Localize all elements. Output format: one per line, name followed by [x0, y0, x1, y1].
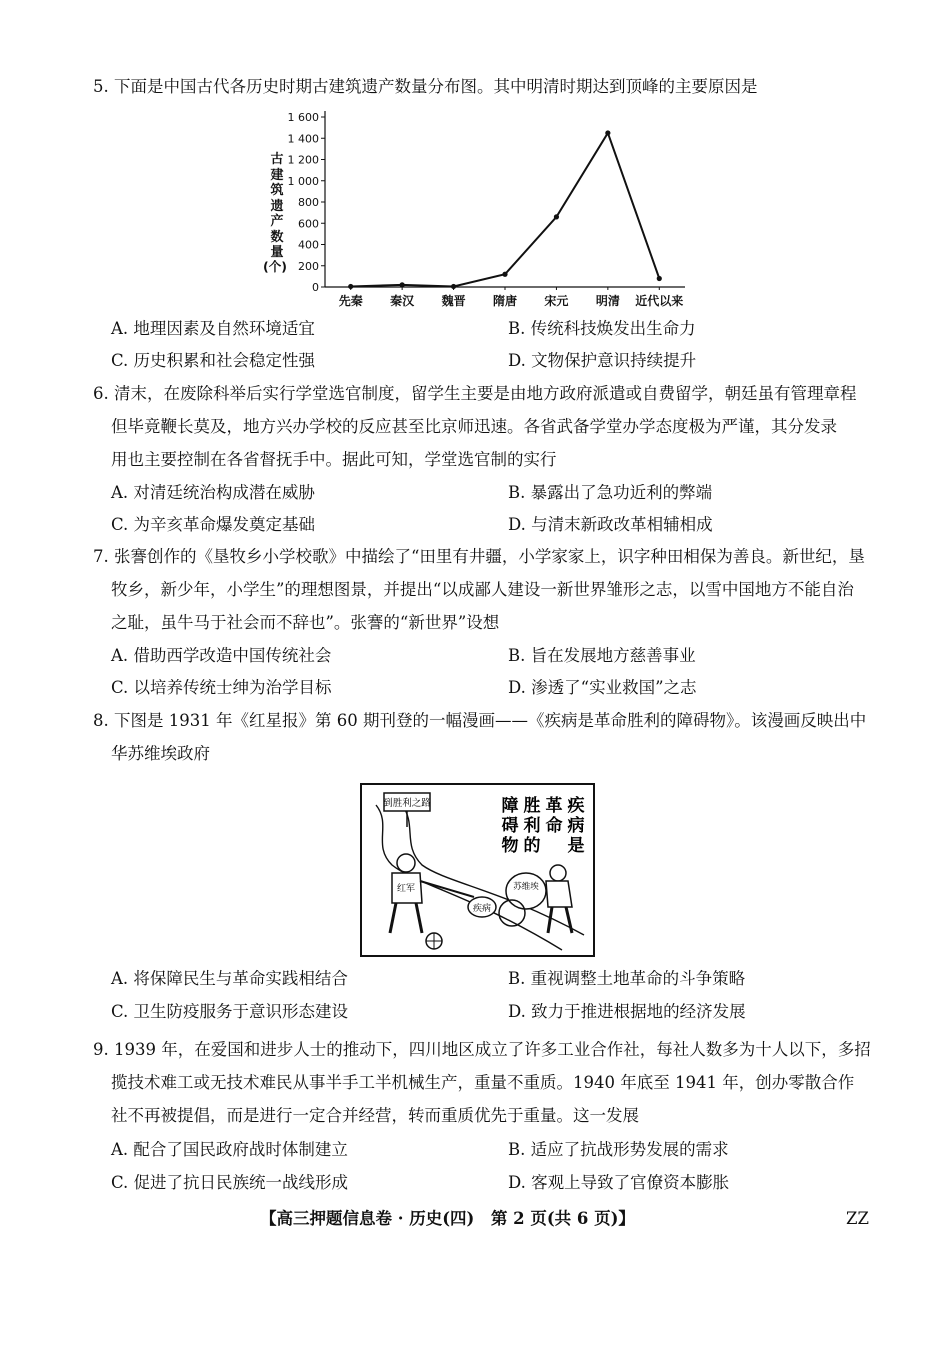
q9-stem-line-1: 9. 1939 年，在爱国和进步人士的推动下，四川地区成立了许多工业合作社，每社人数多为十人以下，多招	[93, 1040, 871, 1059]
cartoon-caption-char: 的	[523, 836, 541, 856]
cartoon-caption-char: 利	[523, 816, 541, 836]
x-tick-label: 近代以来	[635, 294, 684, 308]
y-tick-label: 200	[298, 259, 319, 273]
q6-option-a[interactable]: A. 对清廷统治构成潜在威胁	[111, 483, 315, 502]
y-tick-label: 400	[298, 238, 319, 252]
q6-stem-line-1: 6. 清末，在废除科举后实行学堂选官制度，留学生主要是由地方政府派遣或自费留学，朝廷虽有管理章程	[93, 384, 857, 403]
q7-option-a[interactable]: A. 借助西学改造中国传统社会	[111, 646, 332, 665]
q6-stem-line-2: 但毕竟鞭长莫及，地方兴办学校的反应甚至比京师迅速。各省武备学堂办学态度极为严谨，其分发录	[111, 417, 837, 436]
q8-stem-line-1: 8. 下图是 1931 年《红星报》第 60 期刊登的一幅漫画——《疾病是革命胜利的障碍物》。该漫画反映出中	[93, 711, 867, 730]
q5-option-b[interactable]: B. 传统科技焕发出生命力	[508, 319, 696, 338]
q9-stem-line-3: 社不再被提倡，而是进行一定合并经营，转而重质优先于重量。这一发展	[111, 1106, 639, 1125]
q8-option-d[interactable]: D. 致力于推进根据地的经济发展	[508, 1002, 746, 1021]
series-line	[351, 133, 660, 287]
data-point	[605, 130, 610, 135]
data-point	[554, 214, 559, 219]
chart-ylabel: 古建筑遗产数量	[270, 152, 284, 260]
q7-option-d[interactable]: D. 渗透了“实业救国”之志	[508, 678, 697, 697]
q5-option-c[interactable]: C. 历史积累和社会稳定性强	[111, 351, 316, 370]
q7-option-c[interactable]: C. 以培养传统士绅为治学目标	[111, 678, 332, 697]
q5-line-chart	[255, 105, 695, 320]
q8-option-c[interactable]: C. 卫生防疫服务于意识形态建设	[111, 1002, 349, 1021]
y-tick-label: 1 200	[287, 153, 319, 167]
cartoon-caption-char: 物	[501, 836, 519, 856]
q7-option-b[interactable]: B. 旨在发展地方慈善事业	[508, 646, 696, 665]
cartoon-sign-text: 到胜利之路	[383, 798, 431, 809]
y-tick-label: 600	[298, 217, 319, 231]
x-tick-label: 宋元	[544, 294, 569, 308]
y-tick-label: 0	[312, 281, 319, 294]
q9-option-b[interactable]: B. 适应了抗战形势发展的需求	[508, 1140, 729, 1159]
y-tick-label: 800	[298, 196, 319, 209]
cartoon-caption-char: 命	[545, 816, 563, 836]
q6-stem-line-3: 用也主要控制在各省督抚手中。据此可知，学堂选官制的实行	[111, 450, 557, 469]
cartoon-cart-label: 苏维埃	[513, 882, 539, 892]
data-point	[400, 282, 405, 287]
q8-cartoon	[360, 783, 595, 957]
cartoon-caption-char: 碍	[501, 816, 519, 836]
cartoon-caption-char: 胜	[523, 796, 541, 816]
chart-yunit: (个)	[263, 259, 287, 274]
data-point	[502, 272, 507, 277]
q5-stem: 5. 下面是中国古代各历史时期古建筑遗产数量分布图。其中明清时期达到顶峰的主要原因是	[93, 77, 758, 96]
x-tick-label: 秦汉	[390, 294, 415, 308]
q8-option-b[interactable]: B. 重视调整土地革命的斗争策略	[508, 969, 746, 988]
q8-option-a[interactable]: A. 将保障民生与革命实践相结合	[111, 969, 348, 988]
q5-option-a[interactable]: A. 地理因素及自然环境适宜	[111, 319, 315, 338]
q8-stem-line-2: 华苏维埃政府	[111, 744, 210, 763]
data-point	[657, 276, 662, 281]
data-point	[451, 284, 456, 289]
cartoon-caption	[502, 795, 585, 856]
q9-option-c[interactable]: C. 促进了抗日民族统一战线形成	[111, 1173, 349, 1192]
q7-stem-line-3: 之耻，虽牛马于社会而不辞也”。张謇的“新世界”设想	[111, 613, 500, 632]
cartoon-caption-char: 是	[567, 836, 585, 856]
q7-stem-line-1: 7. 张謇创作的《垦牧乡小学校歌》中描绘了“田里有井疆，小学家家上，识字种田相保为善良。新世纪，垦	[93, 547, 865, 566]
q6-option-b[interactable]: B. 暴露出了急功近利的弊端	[508, 483, 713, 502]
q9-option-a[interactable]: A. 配合了国民政府战时体制建立	[111, 1140, 348, 1159]
cartoon-disease-label: 疾病	[472, 904, 492, 914]
q7-stem-line-2: 牧乡，新少年，小学生”的理想图景，并提出“以成鄙人建设一新世界雏形之志，以雪中国地方不能自治	[111, 580, 854, 599]
cartoon-soldier-label: 红军	[396, 884, 416, 894]
page-footer: 【高三押题信息卷 · 历史(四) 第 2 页(共 6 页)】	[260, 1209, 635, 1228]
q9-stem-line-2: 揽技术难工或无技术难民从事半手工半机械生产，重量不重质。1940 年底至 1941 年，创办零散合作	[111, 1073, 855, 1092]
x-tick-label: 隋唐	[492, 294, 518, 308]
y-tick-label: 1 400	[287, 132, 319, 146]
y-tick-label: 1 600	[287, 111, 319, 124]
cartoon-caption-char: 革	[545, 796, 563, 816]
q9-option-d[interactable]: D. 客观上导致了官僚资本膨胀	[508, 1173, 730, 1192]
x-tick-label: 魏晋	[441, 294, 466, 308]
q6-option-c[interactable]: C. 为辛亥革命爆发奠定基础	[111, 515, 316, 534]
cartoon-caption-char: 疾	[567, 796, 585, 816]
cartoon-caption-char: 障	[501, 796, 519, 816]
y-tick-label: 1 000	[287, 174, 319, 188]
data-point	[348, 284, 353, 289]
q5-option-d[interactable]: D. 文物保护意识持续提升	[508, 351, 697, 370]
cartoon-caption-char: 病	[567, 816, 585, 836]
q6-option-d[interactable]: D. 与清末新政改革相辅相成	[508, 515, 713, 534]
paper-code: ZZ	[846, 1209, 869, 1228]
x-tick-label: 明清	[595, 294, 620, 308]
x-tick-label: 先秦	[338, 294, 363, 308]
